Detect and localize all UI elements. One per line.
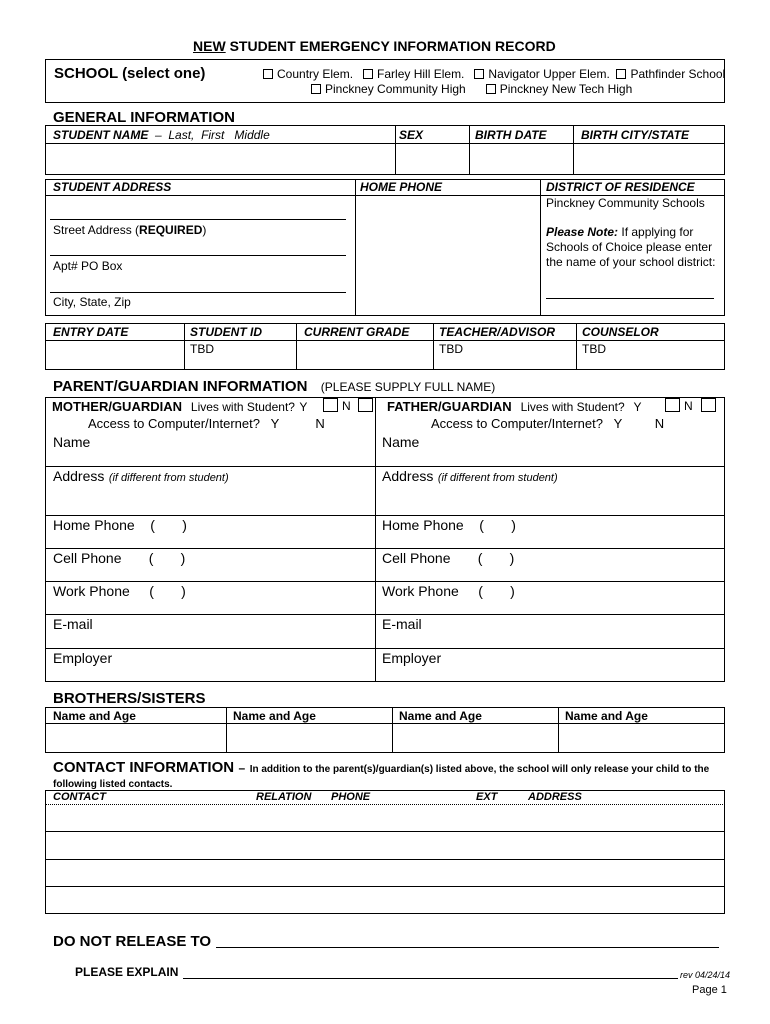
student-id-header: STUDENT ID [190,325,262,339]
school-option-country[interactable]: Country Elem. [263,67,353,81]
divider [45,515,725,516]
street-line[interactable] [50,219,346,220]
father-lives-row: FATHER/GUARDIAN Lives with Student? Y [387,399,642,414]
parent-heading-row: PARENT/GUARDIAN INFORMATION (PLEASE SUPPLY FULL NAME) [53,378,496,395]
checkbox-icon [311,84,321,94]
birth-city-header: BIRTH CITY/STATE [581,128,689,142]
mother-lives-n: N [342,399,351,413]
home-phone-header: HOME PHONE [360,180,443,194]
general-heading: GENERAL INFORMATION [53,109,235,126]
divider [45,581,725,582]
divider [45,614,725,615]
divider [576,323,577,370]
teacher-value: TBD [439,342,463,356]
checkbox-icon [474,69,484,79]
district-value: Pinckney Community Schools [546,196,705,210]
district-name-line[interactable] [546,298,714,299]
contact-heading: CONTACT INFORMATION – In addition to the parent(s)/guardian(s) listed above, the school will only release your child to the following listed contacts. [53,759,710,790]
street-label: Street Address (REQUIRED) [53,223,207,237]
sibling-col-4: Name and Age [565,709,648,723]
mother-address-label: Address (if different from student) [53,468,229,484]
father-address-label: Address (if different from student) [382,468,558,484]
checkbox-icon [263,69,273,79]
contact-col-ext: EXT [476,791,498,803]
birth-date-header: BIRTH DATE [475,128,547,142]
divider [45,466,725,467]
checkbox-icon [486,84,496,94]
district-header: DISTRICT OF RESIDENCE [546,180,695,194]
siblings-heading: BROTHERS/SISTERS [53,690,206,707]
divider [392,707,393,753]
divider [184,323,185,370]
divider [45,886,725,887]
divider [45,831,725,832]
divider [573,125,574,175]
contact-row[interactable] [47,888,723,913]
school-label: SCHOOL (select one) [54,65,206,82]
father-cell-phone[interactable]: Cell Phone ( ) [382,550,515,566]
school-option-navigator[interactable]: Navigator Upper Elem. [474,67,609,81]
title-rest: STUDENT EMERGENCY INFORMATION RECORD [229,38,556,54]
teacher-header: TEACHER/ADVISOR [439,325,556,339]
sibling-col-3: Name and Age [399,709,482,723]
divider [558,707,559,753]
sex-header: SEX [399,128,424,142]
contact-row[interactable] [47,833,723,858]
father-lives-no-box[interactable] [701,398,716,412]
mother-work-phone[interactable]: Work Phone ( ) [53,583,186,599]
page-number: Page 1 [692,984,727,996]
contact-row[interactable] [47,806,723,830]
birth-city-field[interactable] [575,145,723,173]
counselor-header: COUNSELOR [582,325,659,339]
do-not-release-label: DO NOT RELEASE TO [53,933,212,950]
divider [355,179,356,316]
divider [45,723,725,724]
father-email-label: E-mail [382,616,422,632]
do-not-release-line[interactable] [216,947,719,948]
student-address-header: STUDENT ADDRESS [53,180,172,194]
contact-col-relation: RELATION [256,791,312,803]
apt-line[interactable] [50,255,346,256]
school-option-pinckney-high[interactable]: Pinckney Community High [311,82,466,96]
counselor-value: TBD [582,342,606,356]
divider [433,323,434,370]
page-title [193,38,556,54]
divider [45,548,725,549]
father-name-label: Name [382,434,420,450]
mother-home-phone[interactable]: Home Phone ( ) [53,517,187,533]
father-work-phone[interactable]: Work Phone ( ) [382,583,515,599]
revision-label: rev 04/24/14 [680,970,731,980]
mother-lives-no-box[interactable] [358,398,373,412]
sex-field[interactable] [397,145,467,173]
checkbox-icon [363,69,373,79]
father-home-phone[interactable]: Home Phone ( ) [382,517,516,533]
divider [45,859,725,860]
mother-lives-row: MOTHER/GUARDIAN Lives with Student? Y [52,399,308,414]
sibling-field[interactable] [228,725,390,751]
current-grade-header: CURRENT GRADE [304,325,410,339]
father-employer-label: Employer [382,650,442,666]
divider [469,125,470,175]
mother-cell-phone[interactable]: Cell Phone ( ) [53,550,186,566]
apt-label: Apt# PO Box [53,259,123,273]
schools-of-choice-note: Please Note: If applying for Schools of Choice please enter the name of your school district: [546,225,716,269]
school-row-2 [311,82,632,96]
checkbox-icon [616,69,626,79]
father-access-row[interactable]: Access to Computer/Internet? Y N [431,416,665,431]
entry-date-header: ENTRY DATE [53,325,129,339]
divider [45,340,725,341]
contact-row[interactable] [47,861,723,885]
student-name-field[interactable] [47,145,393,173]
mother-employer-label: Employer [53,650,113,666]
mother-lives-yes-box[interactable] [323,398,338,412]
contact-col-contact: CONTACT [53,791,106,803]
divider [395,125,396,175]
father-lives-yes-box[interactable] [665,398,680,412]
contact-col-phone: PHONE [331,791,371,803]
divider [375,397,376,682]
divider [45,804,725,805]
please-explain-label: PLEASE EXPLAIN [75,965,179,979]
sibling-col-1: Name and Age [53,709,136,723]
city-label: City, State, Zip [53,295,131,309]
sibling-field[interactable] [47,725,224,751]
school-row-1 [263,67,725,81]
school-option-new-tech[interactable]: Pinckney New Tech High [486,82,633,96]
sibling-field[interactable] [394,725,556,751]
birth-date-field[interactable] [471,145,571,173]
mother-name-label: Name [53,434,91,450]
divider [540,179,541,316]
student-name-header: STUDENT NAME – Last, First Middle [53,128,270,142]
mother-access-row[interactable]: Access to Computer/Internet? Y N [88,416,325,431]
sibling-field[interactable] [560,725,723,751]
student-id-value: TBD [190,342,214,356]
divider [45,648,725,649]
please-explain-line[interactable] [183,978,678,979]
divider [226,707,227,753]
title-new: NEW [193,38,226,54]
school-option-pathfinder[interactable]: Pathfinder School [616,67,725,81]
father-lives-n: N [684,399,693,413]
divider [45,143,725,144]
contact-col-address: ADDRESS [528,791,582,803]
sibling-col-2: Name and Age [233,709,316,723]
school-option-farley[interactable]: Farley Hill Elem. [363,67,464,81]
divider [296,323,297,370]
mother-email-label: E-mail [53,616,93,632]
city-line[interactable] [50,292,346,293]
